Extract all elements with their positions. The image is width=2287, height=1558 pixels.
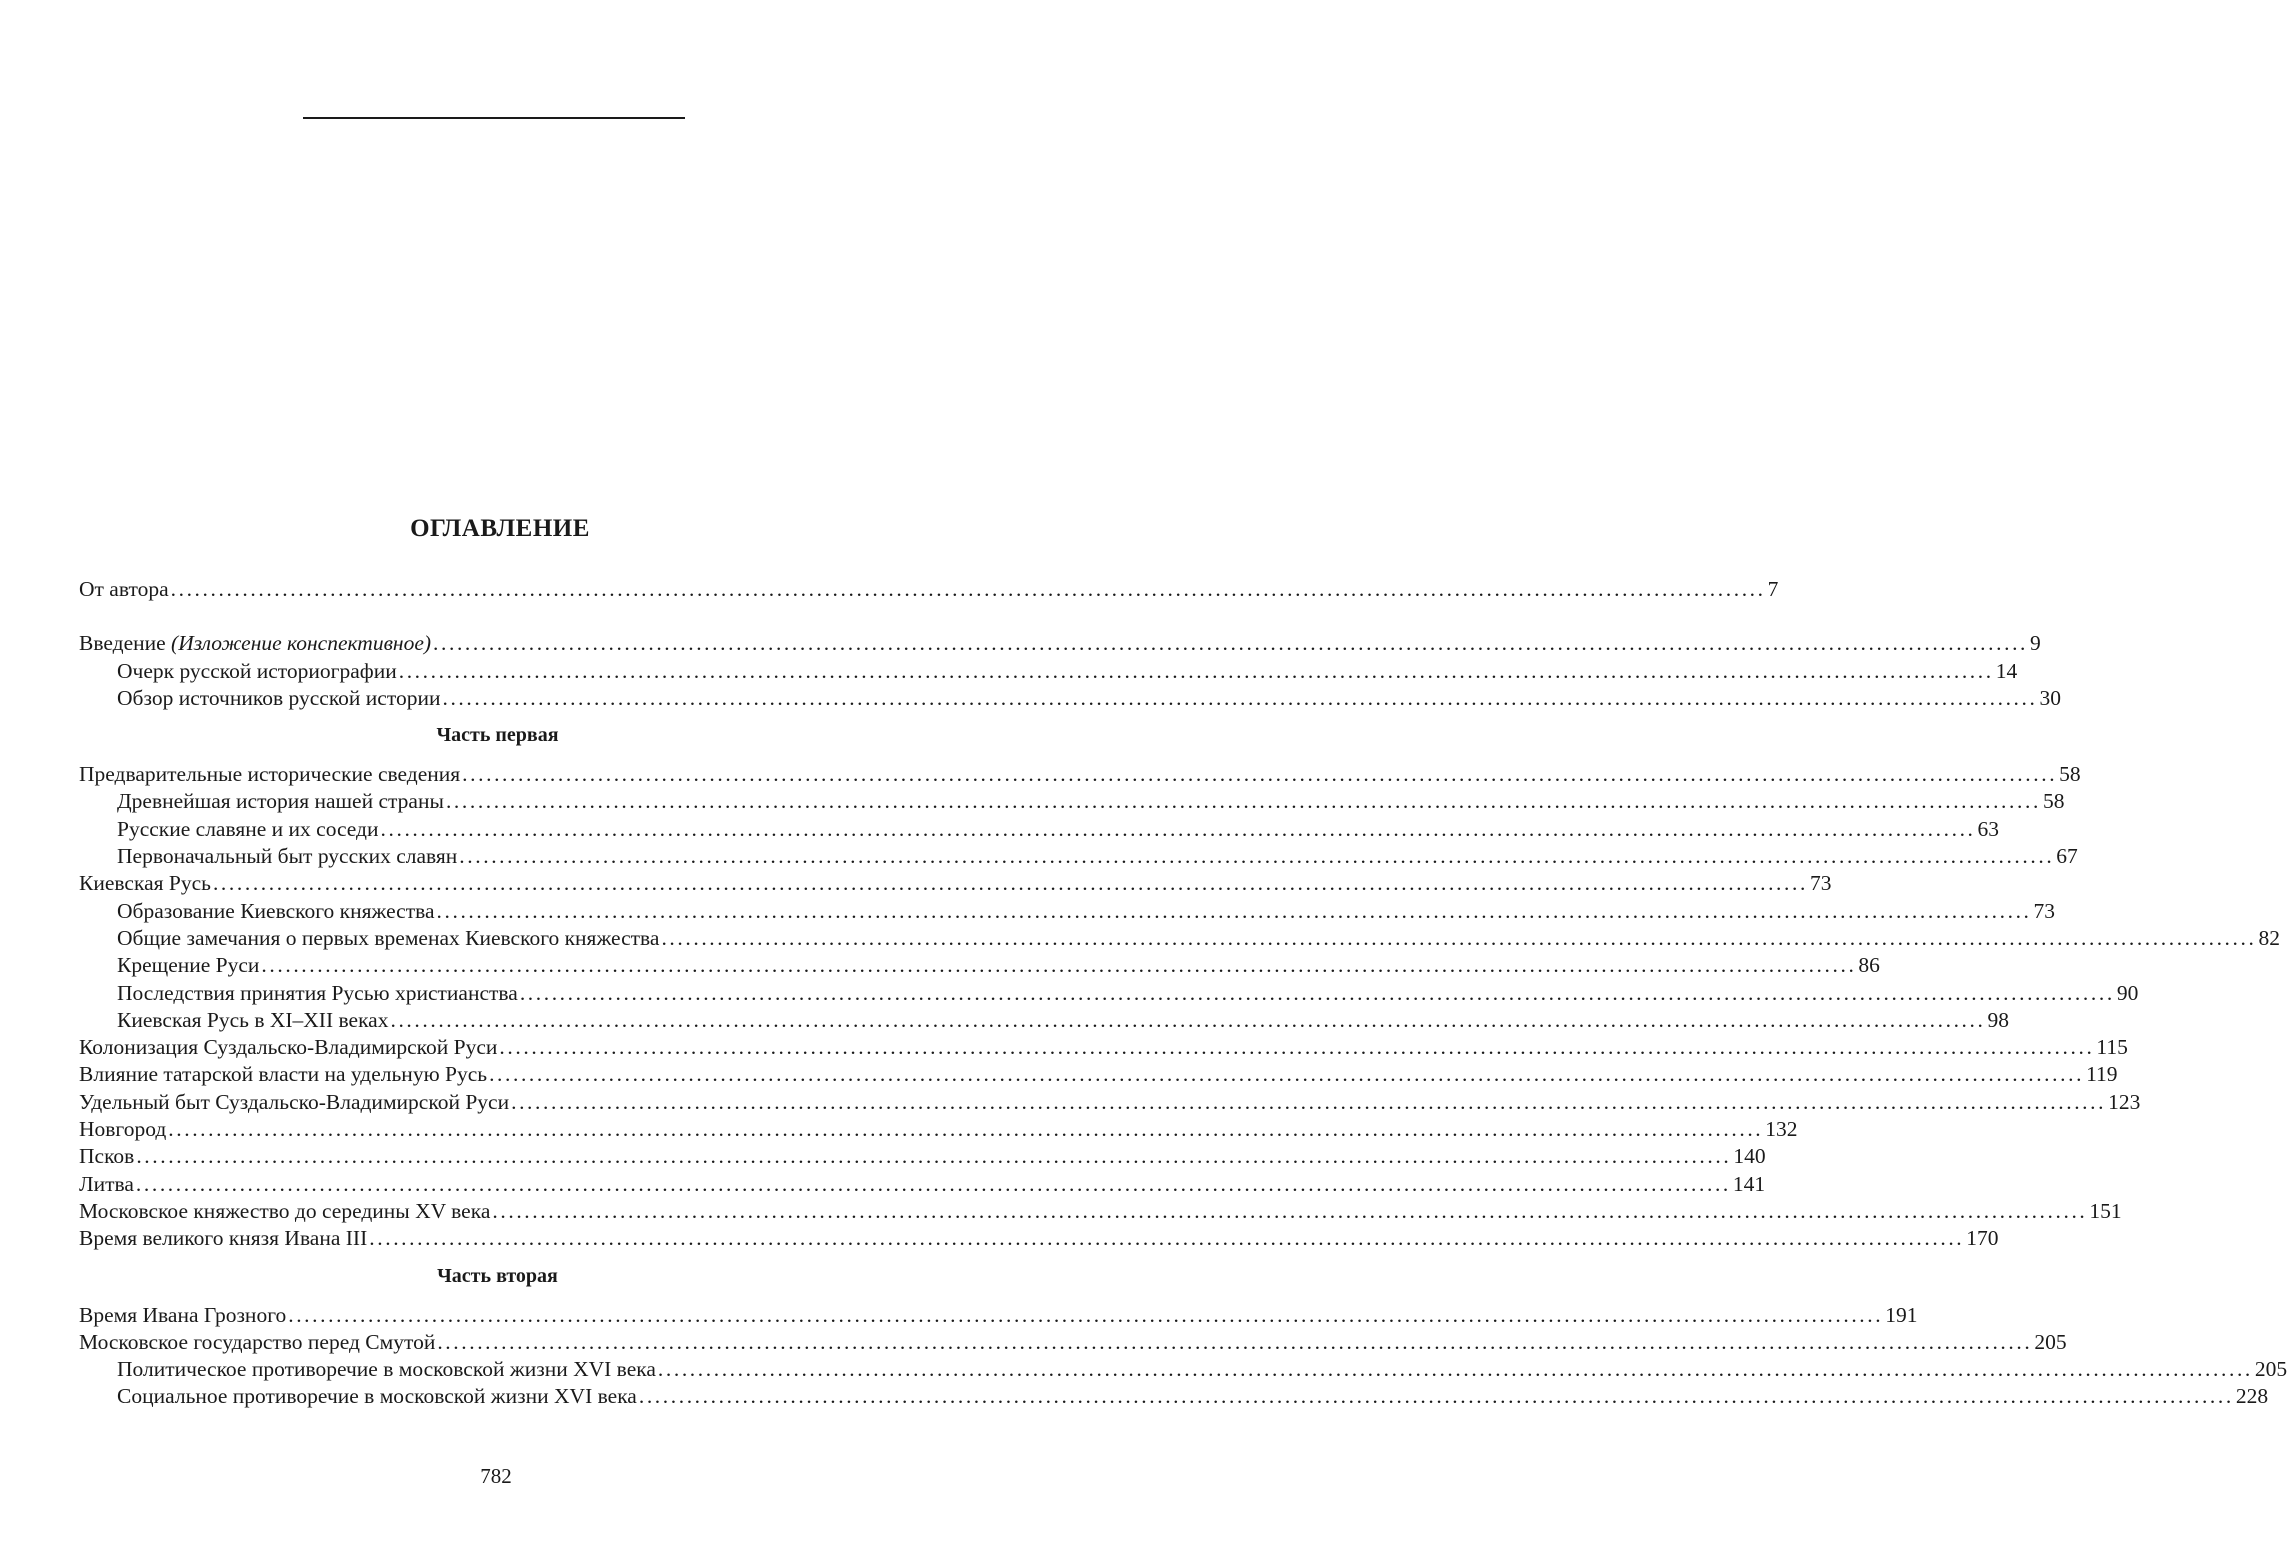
leader-dots: ........................................................................................................................................................................................................: [436, 898, 2032, 923]
toc-entry-label: Удельный быт Суздальско-Владимирской Руси: [79, 1089, 510, 1114]
toc-entry-page: 7: [1767, 577, 1779, 601]
toc-entry-label: Первоначальный быт русских славян: [117, 844, 458, 869]
toc-subentry: [79, 898, 2056, 925]
toc-subentry: [79, 1356, 2287, 1383]
toc-entry-label: Последствия принятия Русью христианства: [117, 980, 518, 1005]
leader-dots: ........................................................................................................................................................................................................: [288, 1302, 1884, 1327]
toc-entry-page: 14: [1995, 658, 2018, 683]
toc-entry-label: Московское княжество до середины XV века: [79, 1198, 491, 1223]
toc-entry-label: Древнейшая история нашей страны: [117, 789, 444, 814]
toc-entry: [79, 630, 2041, 657]
page-number: 782: [480, 1464, 512, 1488]
toc-entry-label: Литва: [79, 1171, 134, 1196]
toc-subentry: [79, 1007, 2009, 1034]
toc-entry-label: Псков: [79, 1144, 135, 1169]
toc-entry-page: 141: [1732, 1171, 1766, 1196]
toc-entry: [79, 1329, 2067, 1356]
toc-entry-page: 63: [1977, 816, 2000, 841]
top-divider: [303, 117, 685, 119]
toc-subentry: [79, 816, 2000, 843]
toc-subentry: [79, 925, 2280, 952]
toc-entry-label: От автора: [79, 577, 169, 601]
toc-entry-page: 140: [1733, 1144, 1766, 1169]
toc-entry-page: 98: [1987, 1007, 2009, 1032]
page-title: ОГЛАВЛЕНИЕ: [410, 515, 590, 542]
leader-dots: ........................................................................................................................................................................................................: [519, 980, 2115, 1005]
leader-dots: ........................................................................................................................................................................................................: [398, 658, 1994, 683]
toc-entry-page: 67: [2056, 844, 2078, 869]
leader-dots: ........................................................................................................................................................................................................: [638, 1384, 2234, 1409]
toc-entry-page: 205: [2254, 1357, 2287, 1382]
leader-dots: ........................................................................................................................................................................................................: [462, 762, 2058, 787]
leader-dots: ........................................................................................................................................................................................................: [437, 1329, 2033, 1354]
toc-entry-page: 132: [1765, 1117, 1798, 1142]
toc-entry-label: Введение: [79, 631, 172, 656]
toc-entry-page: 151: [2089, 1198, 2122, 1223]
leader-dots: ........................................................................................................................................................................................................: [261, 953, 1857, 978]
leader-dots: ........................................................................................................................................................................................................: [369, 1226, 1965, 1251]
toc-entry-page: 123: [2108, 1089, 2141, 1114]
toc-entry-page: 191: [1885, 1302, 1918, 1327]
toc-entry-page: 58: [2059, 762, 2081, 787]
toc-entry: [79, 1089, 2141, 1116]
toc-entry-label: Русские славяне и их соседи: [117, 816, 379, 841]
toc-entry: [79, 576, 1779, 603]
table-of-contents: [79, 576, 2287, 1411]
toc-entry-label: Крещение Руси: [117, 953, 260, 978]
toc-entry-page: 90: [2116, 980, 2139, 1005]
toc-entry-page: 115: [2096, 1035, 2128, 1060]
leader-dots: ........................................................................................................................................................................................................: [433, 631, 2029, 656]
toc-entry-label: Предварительные исторические сведения: [79, 762, 461, 787]
toc-entry-page: 228: [2235, 1384, 2269, 1409]
leader-dots: ........................................................................................................................................................................................................: [135, 1171, 1731, 1196]
leader-dots: ........................................................................................................................................................................................................: [390, 1007, 1986, 1032]
leader-dots: ........................................................................................................................................................................................................: [661, 925, 2257, 950]
leader-dots: ........................................................................................................................................................................................................: [168, 1117, 1764, 1142]
toc-entry-label: Время Ивана Грозного: [79, 1302, 287, 1327]
toc-entry-label: Время великого князя Ивана III: [79, 1226, 368, 1251]
toc-entry-label: Киевская Русь: [79, 871, 211, 896]
leader-dots: ........................................................................................................................................................................................................: [170, 577, 1766, 601]
toc-entry: [79, 870, 1832, 897]
toc-subentry: [79, 952, 1880, 979]
toc-entry-page: 73: [1809, 871, 1832, 896]
toc-entry-label: Очерк русской историографии: [117, 658, 397, 683]
toc-entry: [79, 1225, 1999, 1252]
toc-entry-page: 82: [2258, 925, 2280, 950]
leader-dots: ........................................................................................................................................................................................................: [459, 844, 2055, 869]
leader-dots: ........................................................................................................................................................................................................: [499, 1035, 2095, 1060]
toc-entry: [79, 1171, 1766, 1198]
toc-entry: [79, 1198, 2122, 1225]
toc-entry-page: 9: [2030, 631, 2041, 656]
toc-entry-label: Обзор источников русской истории: [117, 685, 441, 710]
leader-dots: ........................................................................................................................................................................................................: [492, 1198, 2088, 1223]
toc-entry-label: Политическое противоречие в московской жизни XVI века: [117, 1357, 656, 1382]
toc-subentry: [79, 788, 2065, 815]
leader-dots: ........................................................................................................................................................................................................: [136, 1144, 1732, 1169]
toc-entry-page: 58: [2042, 789, 2065, 814]
leader-dots: ........................................................................................................................................................................................................: [445, 789, 2041, 814]
part-heading: Часть первая: [436, 724, 559, 747]
leader-dots: ........................................................................................................................................................................................................: [657, 1357, 2253, 1382]
toc-subentry: [79, 843, 2078, 870]
leader-dots: ........................................................................................................................................................................................................: [511, 1089, 2107, 1114]
toc-entry-label: Киевская Русь в XI–XII веках: [117, 1007, 389, 1032]
toc-entry-page: 30: [2039, 685, 2061, 710]
leader-dots: ........................................................................................................................................................................................................: [380, 816, 1976, 841]
toc-entry-label: Новгород: [79, 1117, 167, 1142]
toc-entry: [79, 1116, 1798, 1143]
toc-entry-label: Московское государство перед Смутой: [79, 1329, 436, 1354]
toc-subentry: [79, 685, 2061, 712]
toc-entry-page: 119: [2086, 1062, 2118, 1087]
toc-entry: [79, 1302, 1918, 1329]
leader-dots: ........................................................................................................................................................................................................: [212, 871, 1808, 896]
toc-subentry: [79, 658, 2018, 685]
toc-entry-label-italic: (Изложение конспективное): [171, 631, 432, 656]
toc-entry: [79, 761, 2081, 788]
toc-entry: [79, 1034, 2128, 1061]
toc-entry-page: 170: [1966, 1226, 1999, 1251]
toc-entry-page: 86: [1858, 953, 1880, 978]
toc-entry-label: Влияние татарской власти на удельную Русь: [79, 1062, 488, 1087]
leader-dots: ........................................................................................................................................................................................................: [489, 1062, 2085, 1087]
toc-subentry: [79, 980, 2139, 1007]
toc-entry-label: Общие замечания о первых временах Киевского княжества: [117, 925, 660, 950]
toc-subentry: [79, 1383, 2269, 1410]
toc-entry-label: Образование Киевского княжества: [117, 898, 435, 923]
toc-entry-label: Социальное противоречие в московской жизни XVI века: [117, 1384, 637, 1409]
toc-entry: [79, 1061, 2118, 1088]
toc-entry-label: Колонизация Суздальско-Владимирской Руси: [79, 1035, 498, 1060]
toc-entry-page: 205: [2034, 1329, 2067, 1354]
leader-dots: ........................................................................................................................................................................................................: [442, 685, 2038, 710]
toc-entry-page: 73: [2033, 898, 2056, 923]
toc-entry: [79, 1143, 1766, 1170]
part-heading: Часть вторая: [437, 1264, 558, 1287]
